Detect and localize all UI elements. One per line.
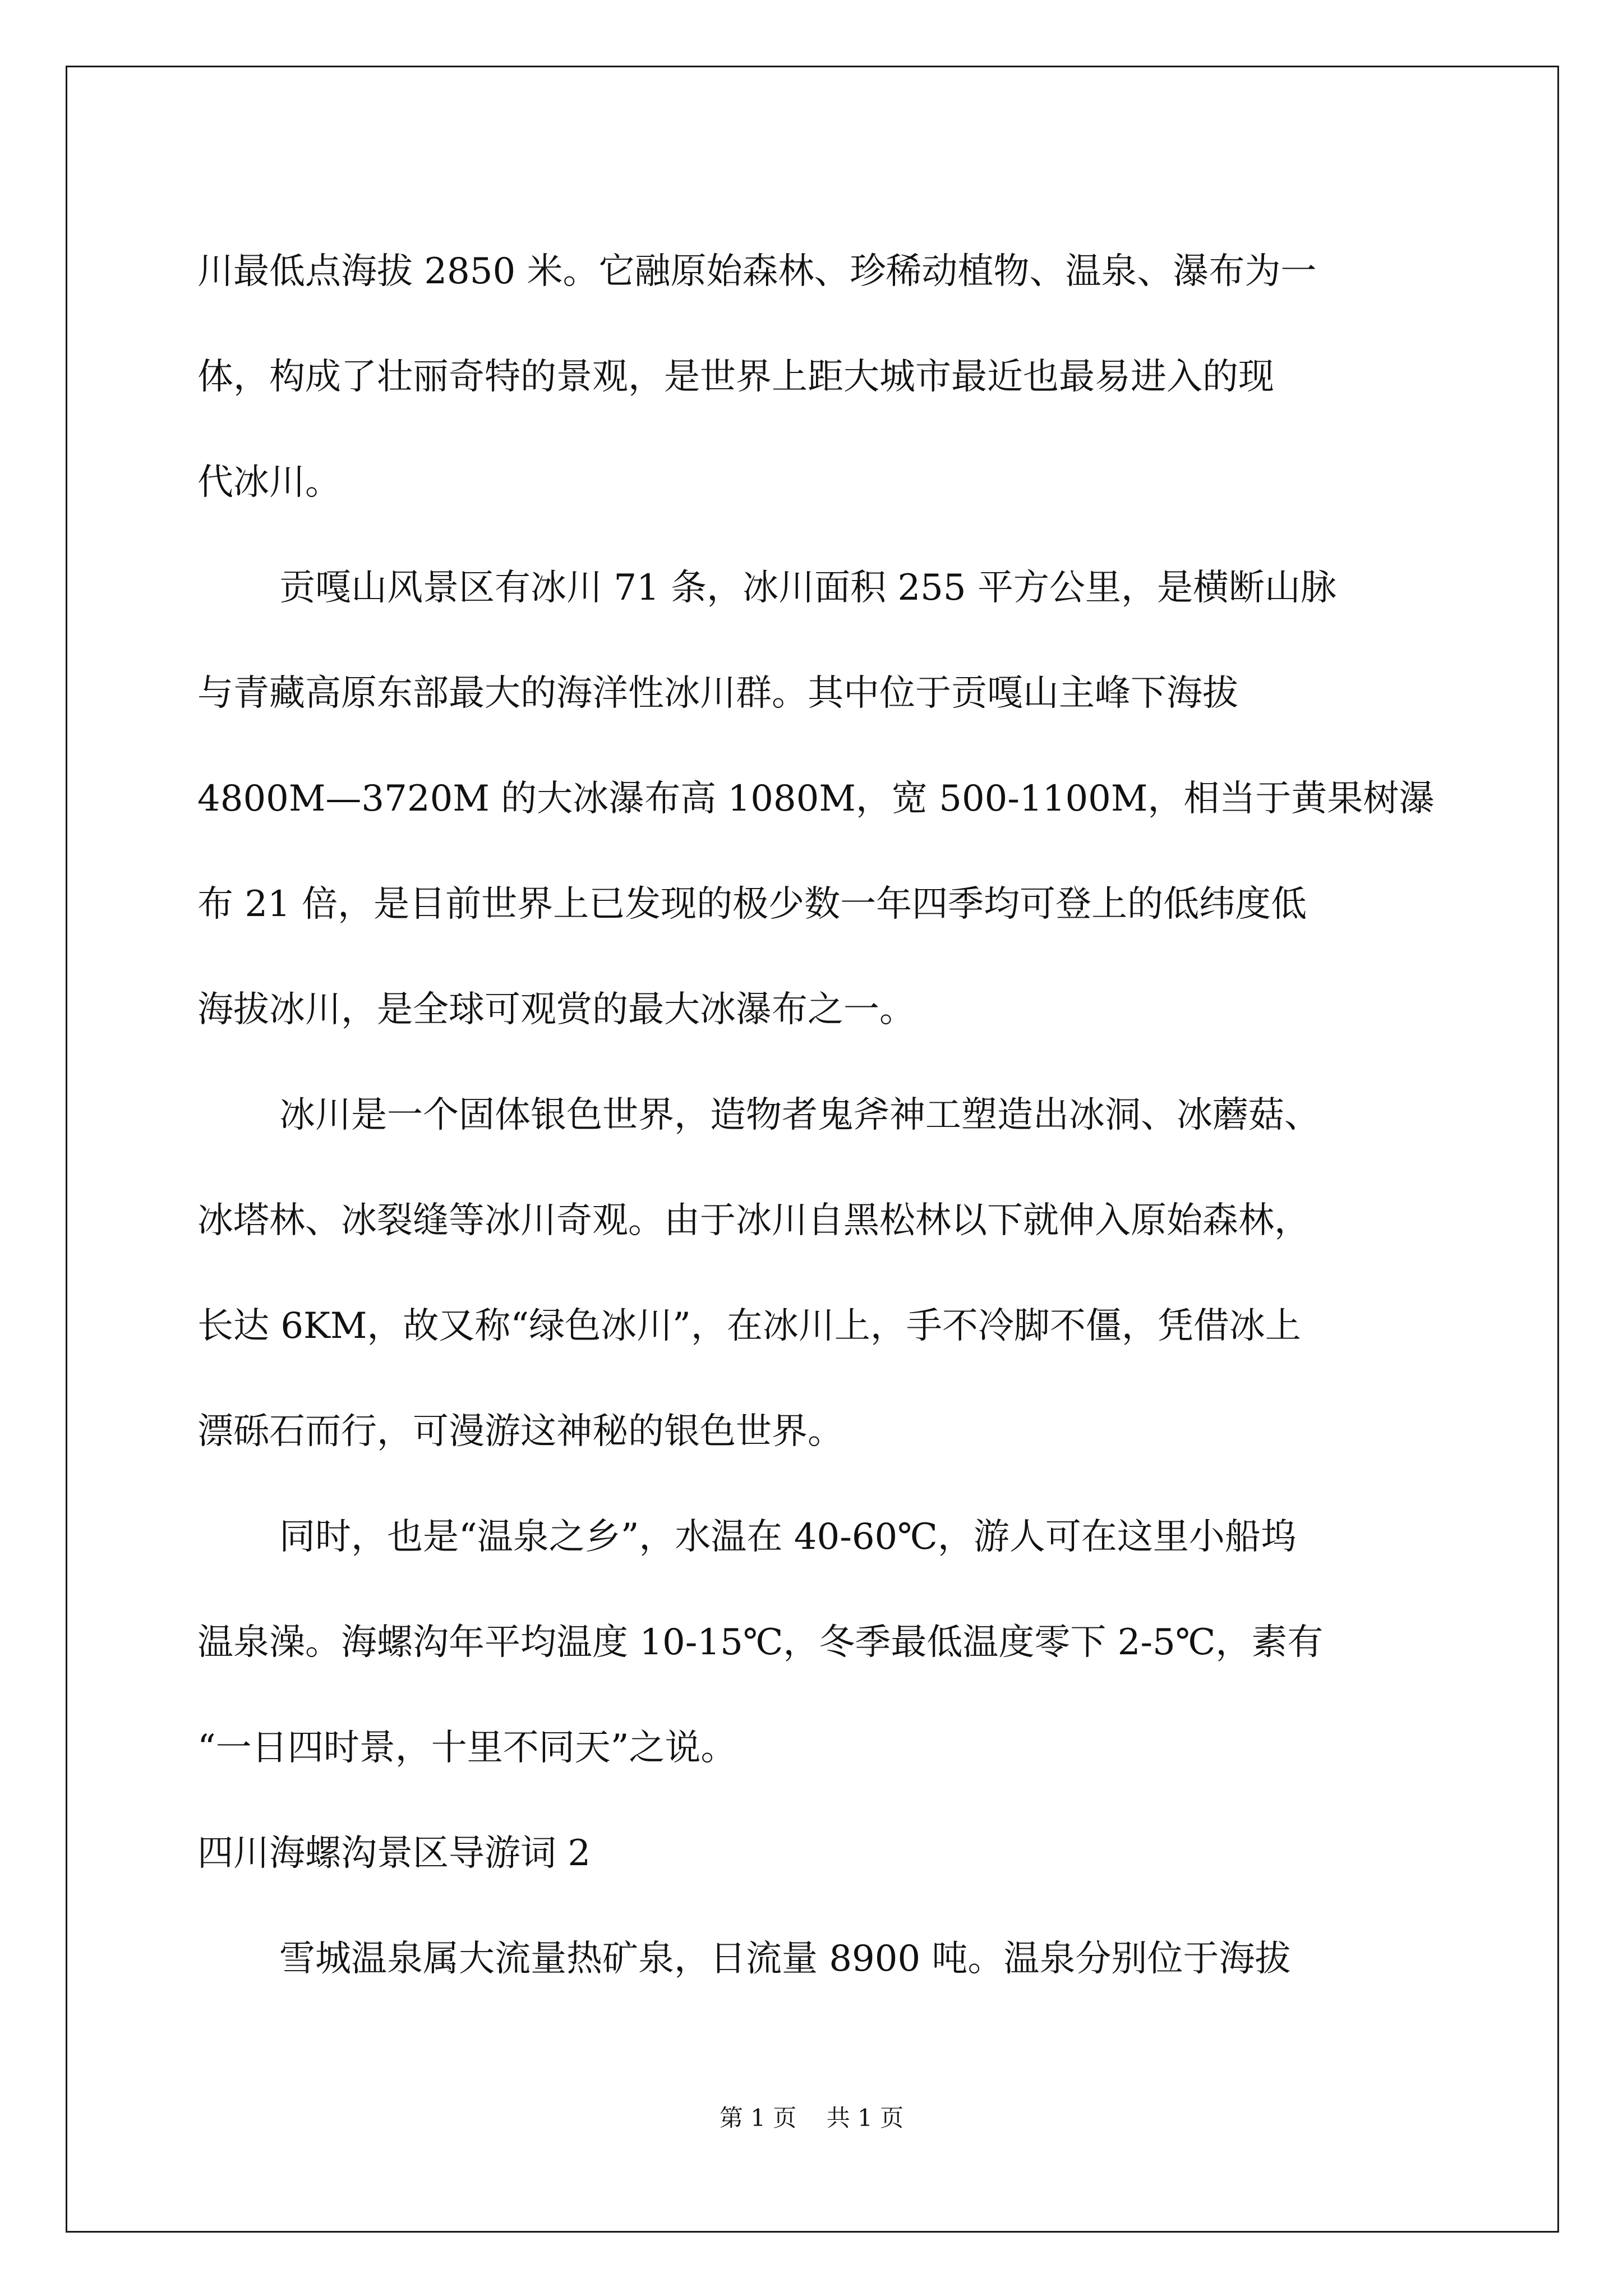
text-line: 长达 6KM，故又称“绿色冰川”，在冰川上，手不冷脚不僵，凭借冰上 <box>197 1305 1301 1347</box>
text-line: 海拔冰川，是全球可观赏的最大冰瀑布之一。 <box>197 989 915 1030</box>
text-line: 雪城温泉属大流量热矿泉，日流量 8900 吨。温泉分别位于海拔 <box>279 1938 1291 1980</box>
text-line: 4800M—3720M 的大冰瀑布高 1080M，宽 500-1100M，相当于黄果树瀑 <box>197 778 1435 820</box>
text-line: 冰塔林、冰裂缝等冰川奇观。由于冰川自黑松林以下就伸入原始森林， <box>197 1200 1310 1241</box>
text-line: 川最低点海拔 2850 米。它融原始森林、珍稀动植物、温泉、瀑布为一 <box>197 251 1317 292</box>
text-line: “一日四时景，十里不同天”之说。 <box>197 1727 737 1769</box>
text-line: 体，构成了壮丽奇特的景观，是世界上距大城市最近也最易进入的现 <box>197 356 1274 398</box>
page-footer: 第 1 页 共 1 页 <box>719 2104 904 2132</box>
text-line: 代冰川。 <box>197 462 341 503</box>
text-line: 贡嘎山风景区有冰川 71 条，冰川面积 255 平方公里，是横断山脉 <box>279 567 1336 609</box>
text-line: 漂砾石而行，可漫游这神秘的银色世界。 <box>197 1411 843 1452</box>
text-line: 同时，也是“温泉之乡”，水温在 40-60℃，游人可在这里小船坞 <box>279 1516 1297 1558</box>
text-line: 冰川是一个固体银色世界，造物者鬼斧神工塑造出冰洞、冰蘑菇、 <box>279 1094 1320 1136</box>
text-line: 布 21 倍，是目前世界上已发现的极少数一年四季均可登上的低纬度低 <box>197 884 1307 925</box>
document-body <box>197 219 1435 2012</box>
section-heading: 四川海螺沟景区导游词 2 <box>197 1833 591 1874</box>
text-line: 与青藏高原东部最大的海洋性冰川群。其中位于贡嘎山主峰下海拔 <box>197 673 1238 714</box>
text-line: 温泉澡。海螺沟年平均温度 10-15℃，冬季最低温度零下 2-5℃，素有 <box>197 1622 1324 1663</box>
